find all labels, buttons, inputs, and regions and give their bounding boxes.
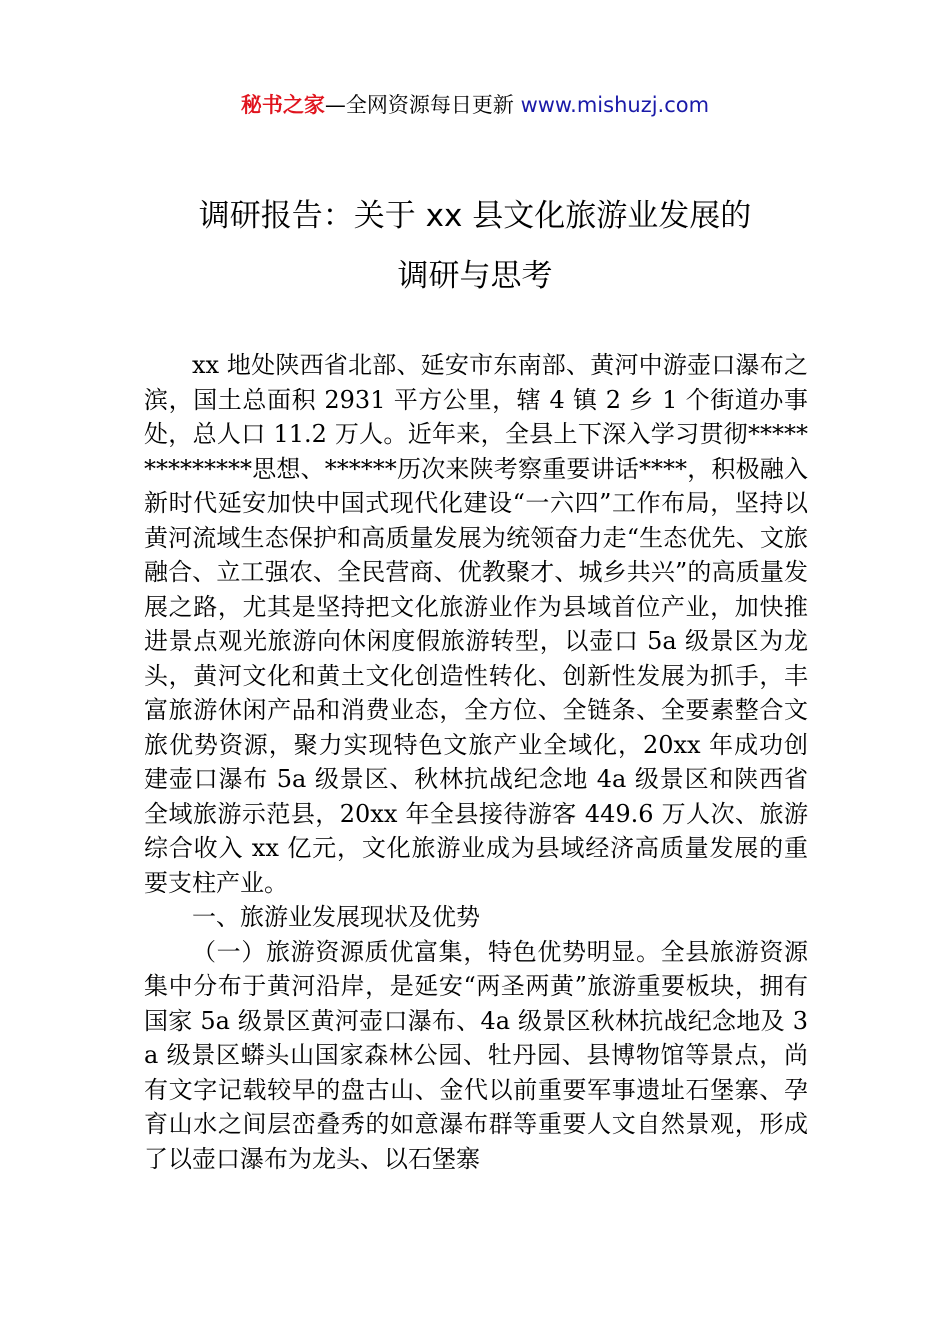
site-url-link[interactable]: www.mishuzj.com (520, 93, 710, 117)
site-slogan: —全网资源每日更新 (324, 93, 521, 117)
site-header (0, 90, 950, 120)
document-body (144, 348, 808, 1176)
body-paragraph: （一）旅游资源质优富集，特色优势明显。全县旅游资源集中分布于黄河沿岸，是延安“两圣两黄”旅游重要板块，拥有国家 5a 级景区黄河壶口瀑布、4a 级景区秋林抗战纪念地及 3a 级景区蟒头山国家森林公园、牡丹园、县博物馆等景点，尚有文字记载较早的盘古山、金代以前重要军事遗址石堡寨、孕育山水之间层峦叠秀的如意瀑布群等重要人文自然景观，形成了以壶口瀑布为龙头、以石堡寨 (144, 937, 808, 1173)
site-brand: 秘书之家 (240, 93, 325, 117)
section-heading: 一、旅游业发展现状及优势 (192, 903, 480, 931)
document-title-line-1: 调研报告：关于 xx 县文化旅游业发展的 (198, 198, 752, 234)
document-title (0, 186, 950, 306)
body-paragraph: xx 地处陕西省北部、延安市东南部、黄河中游壶口瀑布之滨，国土总面积 2931 平方公里，辖 4 镇 2 乡 1 个街道办事处，总人口 11.2 万人。近年来，全县上下深入学习贯彻**************思想、******历次来陕考察重要讲话****，积极融入新时代延安加快中国式现代化建设“一六四”工作布局，坚持以黄河流域生态保护和高质量发展为统领奋力走“生态优先、文旅融合、立工强农、全民营商、优教聚才、城乡共兴”的高质量发展之路，尤其是坚持把文化旅游业作为县域首位产业，加快推进景点观光旅游向休闲度假旅游转型，以壶口 5a 级景区为龙头，黄河文化和黄土文化创造性转化、创新性发展为抓手，丰富旅游休闲产品和消费业态，全方位、全链条、全要素整合文旅优势资源，聚力实现特色文旅产业全域化，20xx 年成功创建壶口瀑布 5a 级景区、秋林抗战纪念地 4a 级景区和陕西省全域旅游示范县，20xx 年全县接待游客 449.6 万人次、旅游综合收入 xx 亿元，文化旅游业成为县域经济高质量发展的重要支柱产业。 (144, 351, 808, 897)
document-title-line-2: 调研与思考 (397, 258, 553, 294)
